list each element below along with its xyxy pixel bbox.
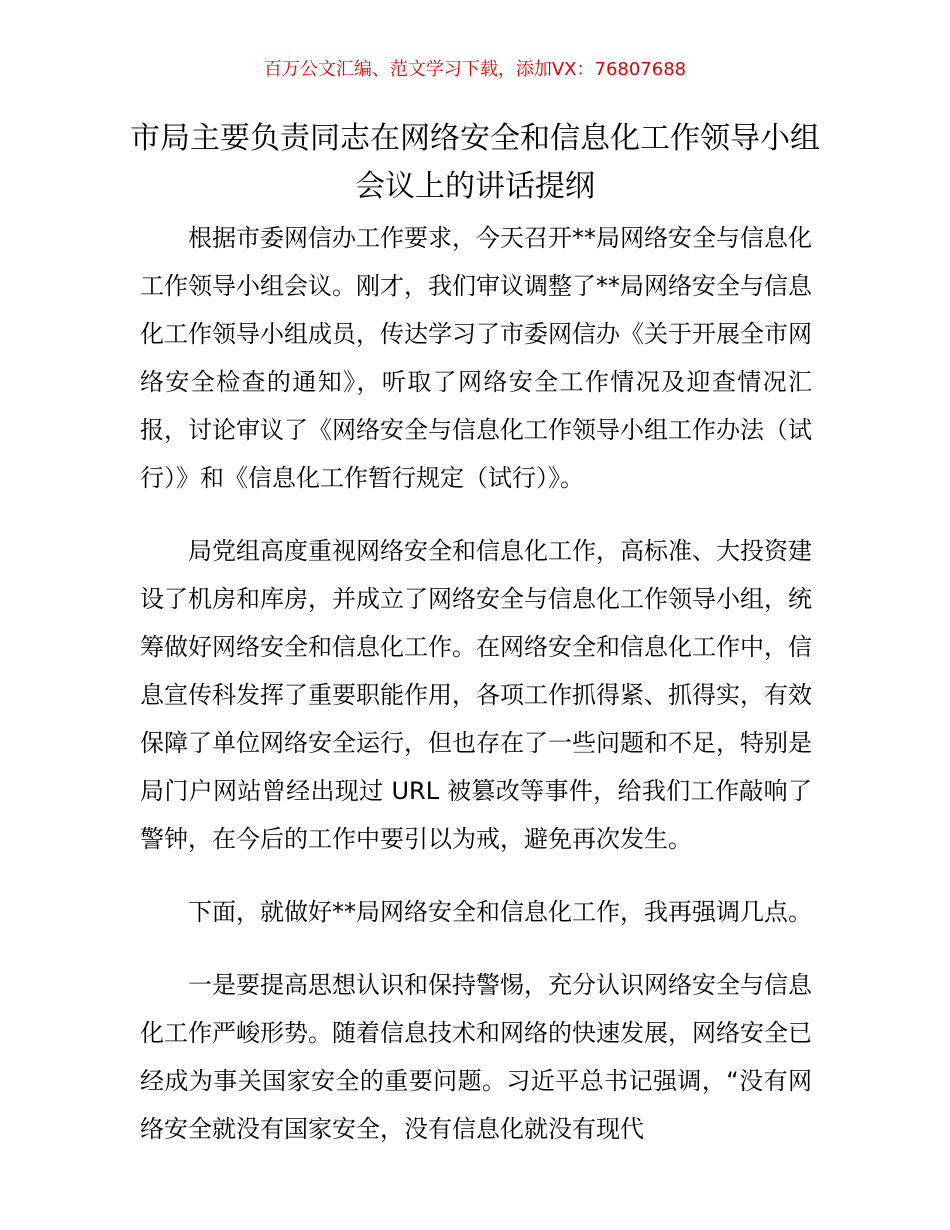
header-note: 百万公文汇编、范文学习下载，添加VX：76807688 <box>263 59 687 80</box>
document-title: 市局主要负责同志在网络安全和信息化工作领导小组会议上的讲话提纲 <box>130 121 820 204</box>
paragraph-1: 根据市委网信办工作要求，今天召开**局网络安全与信息化工作领导小组会议。刚才，我们审议调整了**局网络安全与信息化工作领导小组成员，传达学习了市委网信办《关于开展全市网络安全检查的通知》，听取了网络安全工作情况及迎查情况汇报，讨论审议了《网络安全与信息化工作领导小组工作办法（试行）》和《信息化工作暂行规定（试行）》。 <box>140 224 812 492</box>
paragraph-4: 一是要提高思想认识和保持警惕，充分认识网络安全与信息化工作严峻形势。随着信息技术和网络的快速发展，网络安全已经成为事关国家安全的重要问题。习近平总书记强调，“没有网络安全就没有国家安全，没有信息化就没有现代 <box>140 971 812 1143</box>
paragraph-2: 局党组高度重视网络安全和信息化工作，高标准、大投资建设了机房和库房，并成立了网络安全与信息化工作领导小组，统筹做好网络安全和信息化工作。在网络安全和信息化工作中，信息宣传科发挥了重要职能作用，各项工作抓得紧、抓得实，有效保障了单位网络安全运行，但也存在了一些问题和不足，特别是局门户网站曾经出现过 URL 被篡改等事件，给我们工作敲响了警钟，在今后的工作中要引以为戒，避免再次发生。 <box>140 537 812 853</box>
document-body <box>140 214 812 1178</box>
paragraph-3: 下面，就做好**局网络安全和信息化工作，我再强调几点。 <box>188 898 812 926</box>
